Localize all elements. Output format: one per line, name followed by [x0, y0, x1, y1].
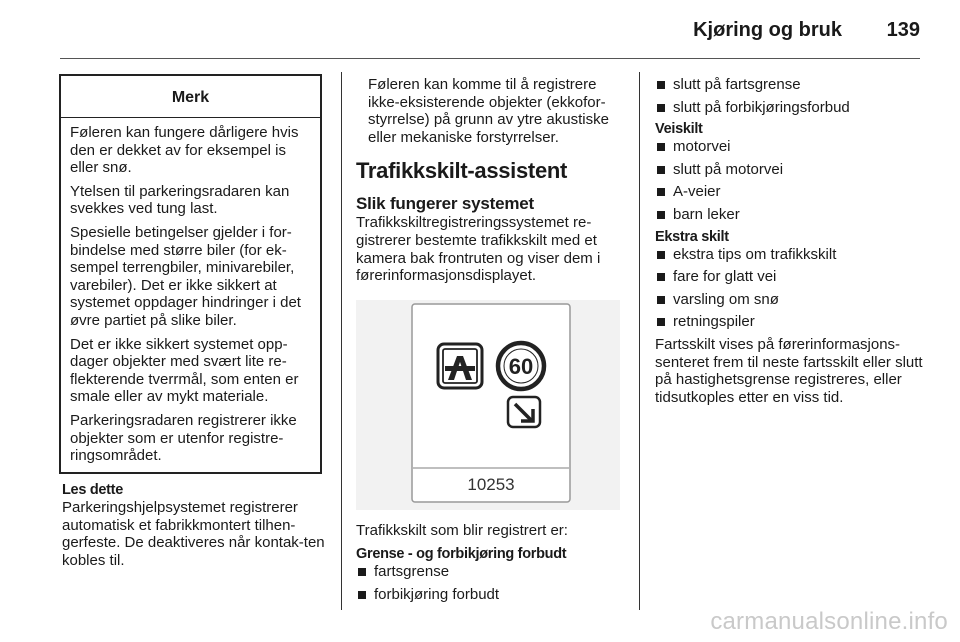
- display-illustration: [356, 300, 620, 510]
- bullet-icon: [657, 251, 665, 259]
- veiskilt-heading: Veiskilt: [655, 121, 703, 138]
- list-item: slutt på fartsgrense: [655, 76, 930, 94]
- bullet-icon: [657, 81, 665, 89]
- odometer-readout: 10253: [467, 475, 515, 494]
- group-heading: Grense - og forbikjøring forbudt: [356, 546, 567, 562]
- list-item: motorvei: [655, 138, 930, 156]
- list-item: ekstra tips om trafikkskilt: [655, 246, 930, 264]
- les-dette-text: Parkeringshjelpsystemet registrerer automatisk et fabrikkmontert tilhen-gerfeste. De deaktiveres når kontak-ten kobles til.: [62, 499, 325, 569]
- motorway-sign-icon: [438, 344, 482, 388]
- watermark: carmanualsonline.info: [710, 608, 948, 635]
- list-item: slutt på forbikjøringsforbud: [655, 99, 930, 117]
- bullet-icon: [358, 591, 366, 599]
- speed-limit-value: 60: [508, 354, 534, 379]
- note-paragraph: Ytelsen til parkeringsradaren kan svekkes ved tung last.: [70, 182, 290, 218]
- traffic-sign-display-figure: [356, 300, 620, 510]
- section-title: Trafikkskilt-assistent: [356, 158, 568, 184]
- bullet-icon: [657, 318, 665, 326]
- column-2: [356, 76, 628, 285]
- bullet-icon: [657, 166, 665, 174]
- list-item: fare for glatt vei: [655, 268, 930, 286]
- page-number: 139: [886, 19, 920, 41]
- list-item: A-veier: [655, 183, 930, 201]
- bullet-icon: [657, 211, 665, 219]
- column-divider-1: [341, 72, 342, 610]
- note-paragraph: Føleren kan fungere dårligere hvis den er dekket av for eksempel is eller snø.: [70, 124, 299, 177]
- direction-arrow-sign-icon: [508, 397, 540, 427]
- column-3: [655, 76, 930, 406]
- bullet-icon: [657, 296, 665, 304]
- list-item: slutt på motorvei: [655, 161, 930, 179]
- list-item: forbikjøring forbudt: [356, 586, 628, 604]
- intro-paragraph: Føleren kan komme til å registrere ikke-eksisterende objekter (ekkofor-styrrelse) på grunn av ytre akustiske eller mekaniske forstyrrelser.: [368, 76, 609, 146]
- page-title: Kjøring og bruk: [693, 19, 842, 41]
- header-rule: [60, 58, 920, 59]
- bullet-icon: [657, 143, 665, 151]
- bullet-icon: [657, 104, 665, 112]
- column-divider-2: [639, 72, 640, 610]
- figure-caption: Trafikkskilt som blir registrert er:: [356, 522, 568, 539]
- description-paragraph: Trafikkskiltregistreringssystemet re-gistrerer bestemte trafikkskilt med et kamera bak frontruten og viser dem i førerinformasjonsdisplayet.: [356, 214, 601, 285]
- bullet-icon: [657, 188, 665, 196]
- speed-limit-sign-icon: [498, 343, 544, 389]
- sub-title: Slik fungerer systemet: [356, 194, 534, 214]
- note-paragraph: Det er ikke sikkert systemet opp-dager objekter med svært lite re-flekterende tverrmål, som enten er smale eller av mykt materiale.: [70, 335, 299, 406]
- sign-group-limits: [356, 546, 628, 608]
- closing-paragraph: Fartsskilt vises på førerinformasjons-senteret frem til neste fartsskilt eller slutt på hastighetsgrense registreres, eller tidsutkoples etter en viss tid.: [655, 335, 923, 406]
- note-body: [61, 118, 320, 465]
- note-box: [59, 74, 322, 474]
- les-dette-section: [62, 482, 326, 569]
- list-item: fartsgrense: [356, 563, 628, 581]
- les-dette-heading: Les dette: [62, 482, 123, 498]
- list-item: retningspiler: [655, 313, 930, 331]
- page-header: [0, 0, 960, 62]
- display-frame: [412, 304, 570, 502]
- bullet-icon: [358, 568, 366, 576]
- list-item: barn leker: [655, 206, 930, 224]
- note-paragraph: Parkeringsradaren registrerer ikke objekter som er utenfor registre-ringsområdet.: [70, 411, 297, 465]
- list-item: varsling om snø: [655, 291, 930, 309]
- bullet-icon: [657, 273, 665, 281]
- note-paragraph: Spesielle betingelser gjelder i for-bindelse med større biler (for ek-sempel terrengbiler, minivarebiler, varebiler). Det er ikke sikkert at systemet oppdager hindringer i det øvre partiet på slike biler.: [70, 223, 301, 329]
- ekstra-skilt-heading: Ekstra skilt: [655, 228, 729, 245]
- note-title: Merk: [61, 76, 320, 118]
